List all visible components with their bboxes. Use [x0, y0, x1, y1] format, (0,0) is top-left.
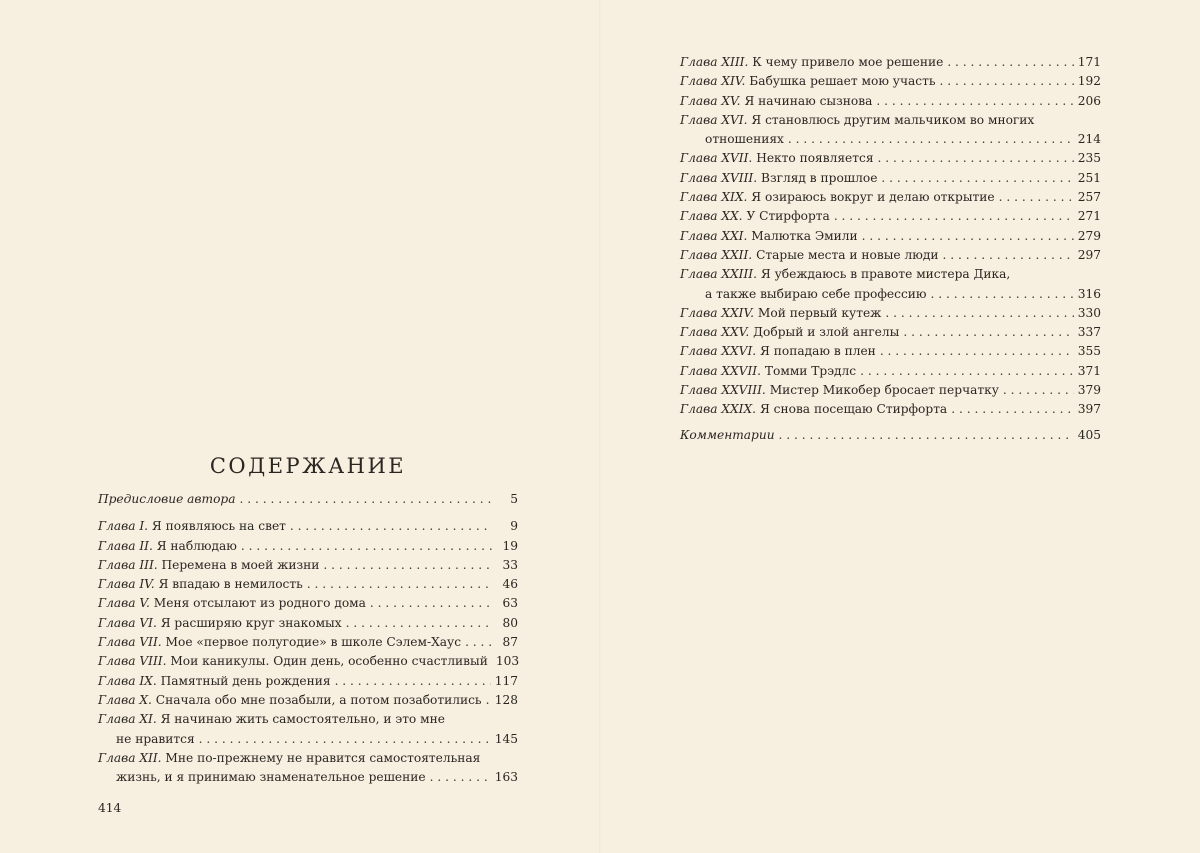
dot-leader	[999, 188, 1074, 207]
dot-leader	[903, 323, 1073, 342]
toc-entry	[680, 53, 1101, 72]
page-ref: 379	[1077, 383, 1101, 398]
dot-leader	[880, 342, 1074, 361]
chapter-prefix: Глава XIV.	[680, 74, 746, 89]
chapter-prefix: Глава IV.	[98, 577, 155, 592]
chapter-prefix: Глава XXII.	[680, 247, 753, 262]
toc-entry	[98, 517, 518, 536]
dot-leader	[951, 400, 1074, 419]
toc-entry	[98, 633, 518, 652]
page-ref: 206	[1077, 93, 1101, 108]
dot-leader	[834, 207, 1074, 226]
dot-leader	[465, 633, 492, 652]
page-ref: 63	[502, 596, 518, 611]
chapter-title: Мне по-прежнему не нравится самостоятельная	[165, 750, 481, 765]
chapter-prefix: Глава XXI.	[680, 228, 748, 243]
chapter-prefix: Глава XX.	[680, 209, 743, 224]
toc-entry-continuation	[680, 130, 1101, 149]
chapter-title: Я начинаю сызнова	[744, 93, 873, 108]
dot-leader	[942, 246, 1073, 265]
chapter-prefix: Глава VI.	[98, 615, 157, 630]
page-ref: 405	[1077, 427, 1101, 442]
toc-entry	[680, 149, 1101, 168]
dot-leader	[199, 730, 491, 749]
dot-leader	[860, 362, 1074, 381]
page-ref: 80	[502, 615, 518, 630]
chapter-title: Некто появляется	[756, 151, 874, 166]
dot-leader	[876, 92, 1073, 111]
page-ref: 235	[1077, 151, 1101, 166]
dot-leader	[346, 614, 492, 633]
dot-leader	[862, 227, 1074, 246]
toc-entry	[98, 691, 518, 710]
dot-leader	[788, 130, 1074, 149]
toc-entry	[98, 556, 518, 575]
chapter-title: Я снова посещаю Стирфорта	[759, 402, 948, 417]
dot-leader	[947, 53, 1073, 72]
toc-entry-continuation	[98, 730, 518, 749]
toc-entry	[680, 92, 1101, 111]
chapter-title: Мое «первое полугодие» в школе Сэлем-Хаус	[165, 635, 462, 650]
toc-entry	[680, 381, 1101, 400]
chapter-title-continuation: отношениях	[705, 132, 784, 147]
page-ref: 251	[1077, 170, 1101, 185]
page-ref: 271	[1077, 209, 1101, 224]
toc-entry	[98, 490, 518, 509]
dot-leader	[931, 285, 1074, 304]
chapter-prefix: Глава XVII.	[680, 151, 753, 166]
toc-entry	[98, 594, 518, 613]
page-ref: 19	[502, 538, 518, 553]
toc-entry	[680, 227, 1101, 246]
page-ref: 192	[1077, 74, 1101, 89]
chapter-title-continuation: а также выбираю себе профессию	[705, 286, 927, 301]
dot-leader	[430, 768, 491, 787]
toc-entry	[680, 304, 1101, 323]
chapter-prefix: Глава II.	[98, 538, 153, 553]
toc-entry	[680, 246, 1101, 265]
contents-title: СОДЕРЖАНИЕ	[209, 454, 407, 479]
page-ref: 355	[1077, 344, 1101, 359]
toc-entry	[680, 72, 1101, 91]
chapter-title: Я становлюсь другим мальчиком во многих	[751, 112, 1035, 127]
dot-leader	[323, 556, 492, 575]
dot-leader	[240, 490, 493, 509]
chapter-title: У Стирфорта	[746, 209, 830, 224]
chapter-title: Сначала обо мне позабыли, а потом позаботились	[155, 692, 482, 707]
chapter-prefix: Глава VII.	[98, 635, 162, 650]
toc-entry	[680, 111, 1101, 130]
page-ref: 163	[494, 770, 518, 785]
dot-leader	[779, 426, 1074, 445]
toc-entry	[98, 672, 518, 691]
page-ref: 257	[1077, 190, 1101, 205]
toc-entry	[680, 362, 1101, 381]
toc-entry	[98, 575, 518, 594]
chapter-prefix: Глава XII.	[98, 750, 162, 765]
chapter-prefix: Глава XI.	[98, 712, 157, 727]
chapter-title: Я появляюсь на свет	[151, 519, 286, 534]
chapter-title: Перемена в моей жизни	[161, 557, 320, 572]
chapter-title: Я попадаю в плен	[760, 344, 876, 359]
book-gutter	[599, 0, 601, 853]
page-ref: 87	[502, 635, 518, 650]
dot-leader	[881, 169, 1073, 188]
toc-entry	[680, 426, 1101, 445]
chapter-prefix: Глава XXVI.	[680, 344, 757, 359]
chapter-prefix: Глава XVIII.	[680, 170, 758, 185]
chapter-title: Томми Трэдлс	[764, 363, 857, 378]
page-ref: 145	[494, 731, 518, 746]
page-ref: 397	[1077, 402, 1101, 417]
chapter-prefix: Глава XXIII.	[680, 267, 757, 282]
chapter-title: Мистер Микобер бросает перчатку	[769, 383, 999, 398]
toc-entry	[98, 749, 518, 768]
chapter-title-continuation: жизнь, и я принимаю знаменательное решение	[116, 770, 426, 785]
chapter-prefix: Глава VIII.	[98, 654, 167, 669]
dot-leader	[940, 72, 1074, 91]
page-ref: 33	[502, 557, 518, 572]
toc-entry	[680, 265, 1101, 284]
dot-leader	[878, 149, 1074, 168]
toc-entry	[98, 614, 518, 633]
toc-right-column	[680, 53, 1101, 445]
chapter-prefix: Глава XIII.	[680, 55, 749, 69]
page-ref: 9	[510, 519, 518, 534]
dot-leader	[885, 304, 1073, 323]
toc-entry	[680, 169, 1101, 188]
chapter-title: Мои каникулы. Один день, особенно счастливый	[170, 654, 488, 669]
chapter-prefix: Глава X.	[98, 692, 152, 707]
page-ref: 103	[495, 654, 520, 669]
chapter-title: Добрый и злой ангелы	[753, 325, 900, 340]
chapter-prefix: Глава V.	[98, 596, 150, 611]
toc-entry	[680, 323, 1101, 342]
chapter-prefix: Глава IX.	[98, 673, 157, 688]
page-ref: 371	[1077, 363, 1101, 378]
dot-leader	[486, 691, 491, 710]
chapter-prefix: Глава XXVIII.	[680, 383, 766, 398]
chapter-title: Памятный день рождения	[160, 673, 331, 688]
chapter-title: Я озираюсь вокруг и делаю открытие	[751, 190, 995, 205]
page-ref: 214	[1077, 132, 1101, 147]
toc-entry	[680, 400, 1101, 419]
page-ref: 5	[510, 492, 518, 506]
chapter-prefix: Глава XXIX.	[680, 402, 757, 417]
chapter-title: Я наблюдаю	[156, 538, 237, 553]
chapter-title: Малютка Эмили	[751, 228, 858, 243]
chapter-prefix: Глава XXV.	[680, 325, 750, 340]
chapter-prefix: Глава XXIV.	[680, 305, 755, 320]
chapter-prefix: Глава I.	[98, 519, 149, 534]
dot-leader	[307, 575, 492, 594]
dot-leader	[1003, 381, 1074, 400]
page-ref: 330	[1077, 305, 1101, 320]
page-ref: 171	[1077, 55, 1101, 69]
page-number: 414	[98, 801, 122, 815]
chapter-title: Взгляд в прошлое	[761, 170, 878, 185]
page-ref: 46	[502, 577, 518, 592]
chapter-title: Я начинаю жить самостоятельно, и это мне	[160, 712, 445, 727]
page-ref: 297	[1077, 247, 1101, 262]
toc-left-column	[98, 490, 518, 787]
page-ref: 279	[1077, 228, 1101, 243]
chapter-prefix: Глава XXVII.	[680, 363, 761, 378]
chapter-title: Меня отсылают из родного дома	[153, 596, 366, 611]
page-ref: 337	[1077, 325, 1101, 340]
chapter-title: Я убеждаюсь в правоте мистера Дика,	[760, 267, 1011, 282]
chapter-title: Мой первый кутеж	[757, 305, 882, 320]
chapter-prefix: Глава III.	[98, 557, 158, 572]
toc-entry	[98, 537, 518, 556]
page-ref: 117	[494, 673, 518, 688]
dot-leader	[241, 537, 492, 556]
toc-entry	[680, 207, 1101, 226]
page-ref: 316	[1077, 286, 1101, 301]
chapter-prefix: Комментарии	[680, 427, 775, 442]
chapter-prefix: Глава XVI.	[680, 112, 748, 127]
chapter-title: Я расширяю круг знакомых	[160, 615, 342, 630]
toc-entry	[98, 652, 518, 671]
chapter-title: Старые места и новые люди	[756, 247, 939, 262]
toc-entry	[98, 710, 518, 729]
dot-leader	[290, 517, 492, 536]
toc-entry-continuation	[680, 285, 1101, 304]
toc-entry	[680, 188, 1101, 207]
toc-entry	[680, 342, 1101, 361]
toc-entry-continuation	[98, 768, 518, 787]
page-ref: 128	[494, 692, 518, 707]
chapter-prefix: Предисловие автора	[98, 492, 236, 506]
chapter-prefix: Глава XV.	[680, 93, 741, 108]
chapter-title-continuation: не нравится	[116, 731, 195, 746]
chapter-title: Я впадаю в немилость	[158, 577, 303, 592]
chapter-title: Бабушка решает мою участь	[749, 74, 936, 89]
dot-leader	[335, 672, 491, 691]
chapter-title: К чему привело мое решение	[752, 55, 944, 69]
dot-leader	[370, 594, 492, 613]
chapter-prefix: Глава XIX.	[680, 190, 748, 205]
